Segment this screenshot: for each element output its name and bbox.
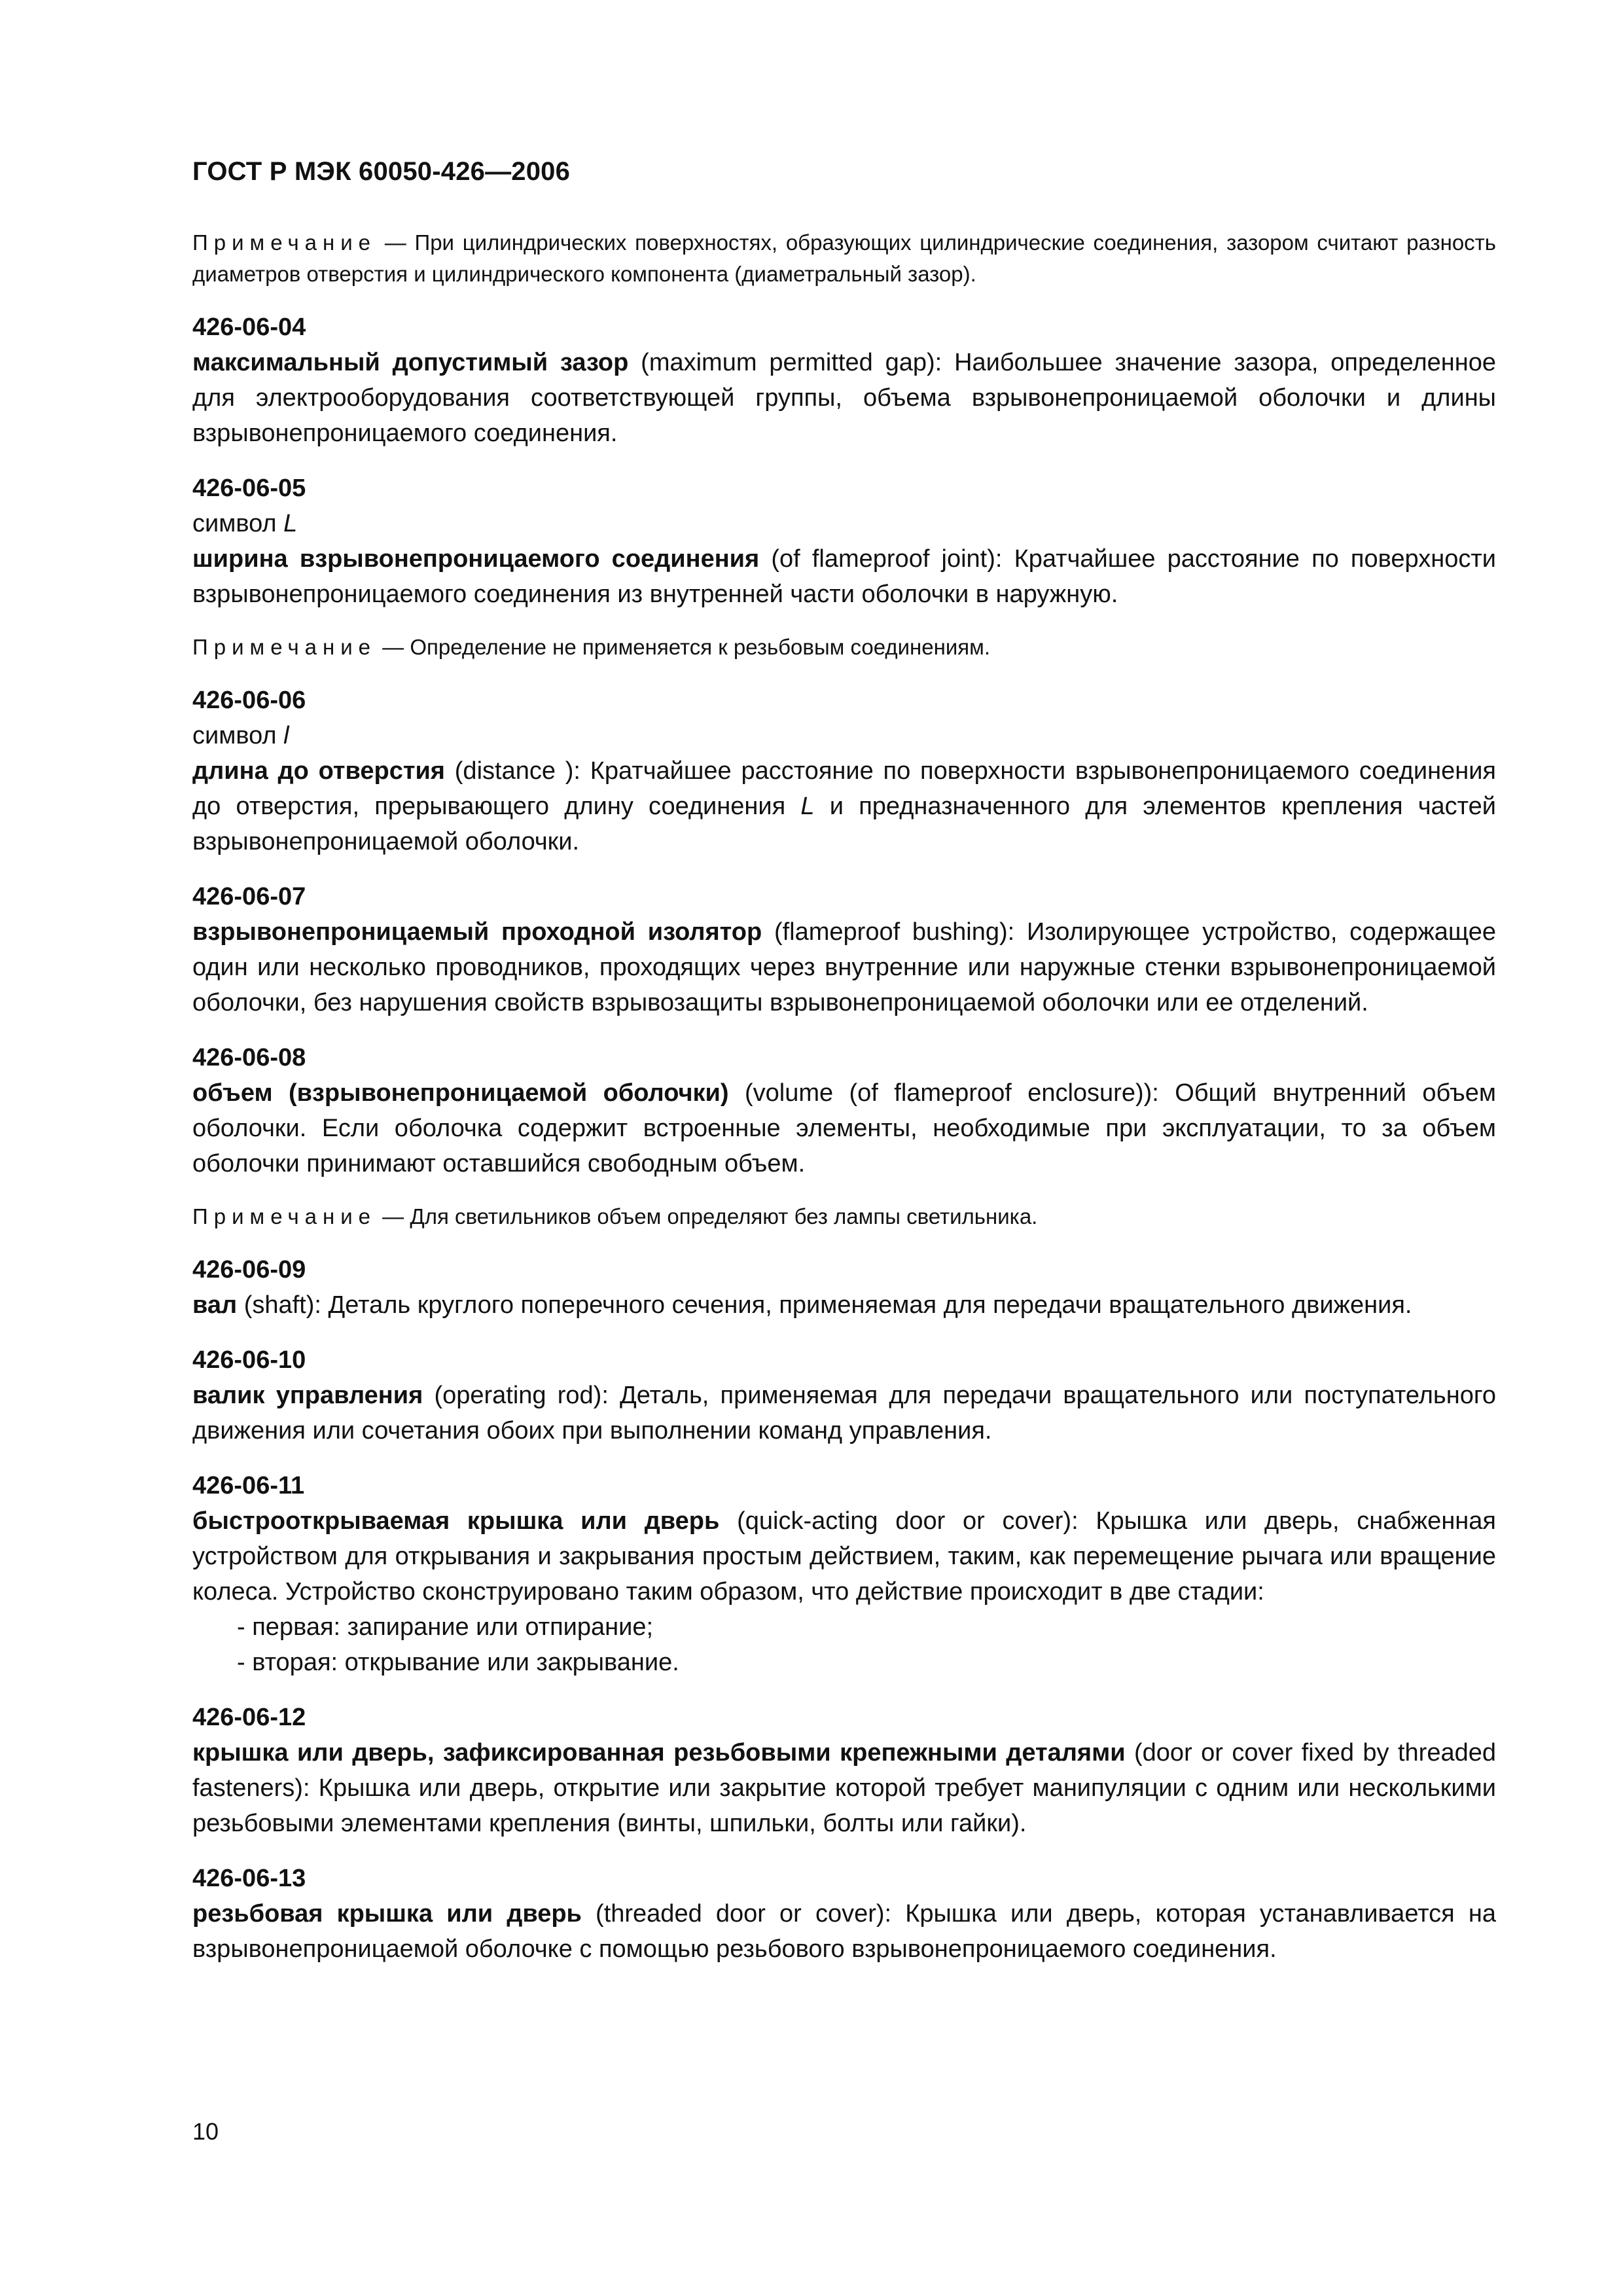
term-name: вал xyxy=(192,1291,238,1319)
term-name: быстрооткрываемая крышка или дверь xyxy=(192,1507,720,1535)
term-symbol xyxy=(192,718,1496,753)
term-id: 426-06-05 xyxy=(192,475,306,502)
term-id: 426-06-10 xyxy=(192,1346,306,1374)
definition-text: (flameproof bushing): Изолирующее устройство, содержащее один или несколько проводников, проходящих через внутренние или наружные стенки взрывонепроницаемой оболочки, без нарушения свойств взрывозащиты взрывонепроницаемой оболочки или ее отделений. xyxy=(192,918,1496,1016)
term-name: взрывонепроницаемый проходной изолятор xyxy=(192,918,762,946)
definition-text: (distance ): Кратчайшее расстояние по поверхности взрывонепроницаемого соединения до отверстия, прерывающего длину соединения xyxy=(192,757,1496,820)
term-definition xyxy=(192,1503,1496,1609)
note-label: Примечание xyxy=(192,230,377,255)
definition-text: (door or cover fixed by threaded fasteners): Крышка или дверь, открытие или закрытие которой требует манипуляции с одним или несколькими резьбовыми элементами крепления (винты, шпильки, болты или гайки). xyxy=(192,1739,1496,1837)
symbol-prefix: символ xyxy=(192,722,284,749)
document-page xyxy=(192,157,1496,1986)
note-text: — Для светильников объем определяют без лампы светильника. xyxy=(376,1204,1038,1229)
term-symbol xyxy=(192,506,1496,541)
term-id: 426-06-06 xyxy=(192,687,306,714)
term-definition xyxy=(192,1896,1496,1967)
term-name: резьбовая крышка или дверь xyxy=(192,1900,582,1928)
term-name: длина до отверстия xyxy=(192,757,445,785)
term-name: валик управления xyxy=(192,1382,423,1409)
term-entry xyxy=(192,1700,1496,1841)
definition-text: (threaded door or cover): Крышка или дверь, которая устанавливается на взрывонепроницаемой оболочке с помощью резьбового взрывонепроницаемого соединения. xyxy=(192,1900,1496,1963)
term-entry xyxy=(192,1861,1496,1967)
entry-note xyxy=(192,632,1496,663)
note-label: Примечание xyxy=(192,1204,377,1229)
term-id: 426-06-08 xyxy=(192,1044,306,1071)
term-name: крышка или дверь, зафиксированная резьбовыми крепежными деталями xyxy=(192,1739,1126,1767)
entry-note xyxy=(192,1201,1496,1232)
list-item: - вторая: открывание или закрывание. xyxy=(237,1645,1496,1680)
term-definition xyxy=(192,541,1496,612)
term-definition xyxy=(192,753,1496,859)
term-entry xyxy=(192,310,1496,451)
term-definition xyxy=(192,1287,1496,1323)
definition-text: (shaft): Деталь круглого поперечного сечения, применяемая для передачи вращательного движения. xyxy=(237,1291,1412,1319)
document-header: ГОСТ Р МЭК 60050-426—2006 xyxy=(192,157,571,186)
intro-note xyxy=(192,227,1496,290)
term-entry xyxy=(192,471,1496,612)
term-definition xyxy=(192,914,1496,1020)
definition-text: (quick-acting door or cover): Крышка или дверь, снабженная устройством для открывания и закрывания простым действием, таким, как перемещение рычага или вращение колеса. Устройство сконструировано таким образом, что действие происходит в две стадии: xyxy=(192,1507,1497,1605)
term-definition xyxy=(192,1735,1496,1841)
term-id: 426-06-07 xyxy=(192,883,306,910)
definition-text: (operating rod): Деталь, применяемая для передачи вращательного или поступательного движения или сочетания обоих при выполнении команд управления. xyxy=(192,1382,1496,1444)
definition-text: (maximum permitted gap): Наибольшее значение зазора, определенное для электрооборудования соответствующей группы, объема взрывонепроницаемой оболочки и длины взрывонепроницаемого соединения. xyxy=(192,349,1497,447)
term-id: 426-06-04 xyxy=(192,314,306,341)
note-label: Примечание xyxy=(192,635,377,659)
term-definition xyxy=(192,1378,1496,1448)
term-entry xyxy=(192,1040,1496,1181)
symbol-prefix: символ xyxy=(192,510,284,537)
term-definition xyxy=(192,1075,1496,1181)
term-entry xyxy=(192,683,1496,859)
list-item: - первая: запирание или отпирание; xyxy=(237,1609,1496,1645)
term-name: максимальный допустимый зазор xyxy=(192,349,629,376)
symbol-value: l xyxy=(283,722,289,749)
page-number: 10 xyxy=(192,2118,219,2145)
term-entry xyxy=(192,1342,1496,1448)
symbol-value: L xyxy=(283,510,298,537)
term-id: 426-06-11 xyxy=(192,1472,305,1499)
term-entry xyxy=(192,879,1496,1020)
definition-text: (volume (of flameproof enclosure)): Общий внутренний объем оболочки. Если оболочка содержит встроенные элементы, необходимые при эксплуатации, то за объем оболочки принимают оставшийся свободным объем. xyxy=(192,1079,1496,1177)
term-name: ширина взрывонепроницаемого соединения xyxy=(192,545,760,573)
definition-text: и предназначенного для элементов крепления частей взрывонепроницаемой оболочки. xyxy=(192,793,1497,855)
term-id: 426-06-13 xyxy=(192,1865,306,1892)
definition-text: (of flameproof joint): Кратчайшее расстояние по поверхности взрывонепроницаемого соединения из внутренней части оболочки в наружную. xyxy=(192,545,1496,608)
term-entry xyxy=(192,1252,1496,1323)
term-name: объем (взрывонепроницаемой оболочки) xyxy=(192,1079,729,1107)
term-definition xyxy=(192,345,1496,451)
note-text: — При цилиндрических поверхностях, образующих цилиндрические соединения, зазором считают разность диаметров отверстия и цилиндрического компонента (диаметральный зазор). xyxy=(192,230,1496,286)
note-text: — Определение не применяется к резьбовым соединениям. xyxy=(376,635,991,659)
term-entry xyxy=(192,1468,1496,1680)
term-id: 426-06-12 xyxy=(192,1704,306,1731)
term-id: 426-06-09 xyxy=(192,1256,306,1283)
stage-list xyxy=(192,1609,1496,1680)
inline-symbol: L xyxy=(800,793,815,820)
